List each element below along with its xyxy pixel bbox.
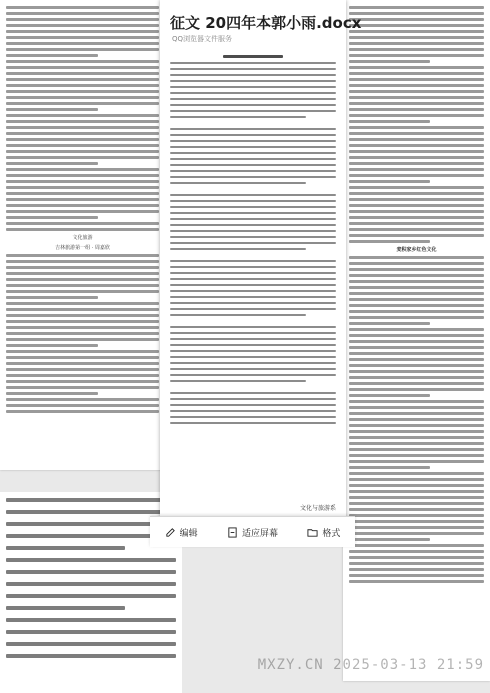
text-line [349,162,484,165]
text-line [170,338,336,340]
text-line [349,132,484,135]
text-line [170,134,336,136]
text-line [6,314,159,317]
text-line [6,630,176,634]
text-line [349,204,484,207]
text-line [6,344,98,347]
text-line [170,170,336,172]
text-line [349,352,484,355]
text-line [6,228,159,231]
text-line [349,490,484,493]
text-line [170,92,336,94]
text-line [6,290,159,293]
text-line [349,520,484,523]
text-line [349,514,484,517]
text-line [349,544,484,547]
text-line [349,36,484,39]
document-signature: 文化与旅游系 [299,505,336,512]
text-line [349,262,484,265]
edit-label: 编辑 [179,528,198,539]
text-line [349,412,484,415]
text-line [6,368,159,371]
text-line [349,550,484,553]
text-line [349,580,484,583]
text-line [170,422,336,424]
text-line [349,84,484,87]
text-line [349,120,430,123]
format-button[interactable] [307,526,340,539]
fit-screen-icon [227,527,238,538]
text-line [349,48,484,51]
text-line [6,66,159,69]
text-line [349,322,430,325]
text-line [349,508,484,511]
text-line [170,236,336,238]
text-line [6,186,159,189]
text-line [349,210,484,213]
text-line [349,466,430,469]
text-line [349,442,484,445]
text-line [6,144,159,147]
right-page [343,0,490,681]
text-line [6,78,159,81]
text-line [6,114,159,117]
text-line [170,242,336,244]
text-line [349,90,484,93]
text-line [170,62,336,64]
text-line [170,350,336,352]
text-line [6,410,159,413]
text-line [170,194,336,196]
format-label: 格式 [322,528,341,539]
text-line [349,358,484,361]
fit-screen-label: 适应屏幕 [241,528,278,539]
text-line [6,510,176,514]
text-line [6,272,159,275]
text-line [6,320,159,323]
text-line [170,110,336,112]
text-line [170,86,336,88]
text-line [349,30,484,33]
text-line [6,374,159,377]
text-line [6,36,159,39]
text-line [170,368,336,370]
text-line [170,290,336,292]
text-line [170,164,336,166]
text-line [6,30,159,33]
text-line [170,284,336,286]
text-line [349,340,484,343]
text-line [170,278,336,280]
text-line [349,388,484,391]
text-line [6,90,159,93]
text-line [6,174,159,177]
edit-icon [165,527,176,538]
text-line [349,274,484,277]
text-line [349,406,484,409]
text-line [6,332,159,335]
bottom-toolbar [150,516,355,547]
text-line [170,410,336,412]
text-line [6,192,159,195]
text-line [6,204,159,207]
text-line [6,386,159,389]
text-line [170,152,336,154]
text-line [349,6,484,9]
text-line [349,222,484,225]
text-line [349,150,484,153]
text-line [349,268,484,271]
edit-button[interactable] [165,526,198,539]
text-line [349,310,484,313]
text-line [6,222,159,225]
text-line [6,642,176,646]
left-page [0,0,165,470]
text-line [170,98,336,100]
text-line [6,356,159,359]
text-line [349,216,484,219]
right-page-text [349,6,484,243]
text-line [170,302,336,304]
text-line [6,12,159,15]
text-line [170,128,336,130]
folder-icon [307,527,318,538]
text-line [170,146,336,148]
text-line [349,496,484,499]
text-line [6,108,98,111]
text-line [349,286,484,289]
text-line [170,200,336,202]
text-line [349,448,484,451]
text-line [170,266,336,268]
text-line [349,478,484,481]
text-line [170,260,336,262]
text-line [170,248,306,250]
text-line [6,72,159,75]
text-line [6,260,159,263]
text-line [170,206,336,208]
text-line [349,376,484,379]
document-preview-card[interactable] [160,0,362,520]
text-line [170,404,336,406]
right-page-text-2 [349,256,484,583]
text-line [170,344,336,346]
text-line [170,218,336,220]
text-line [349,316,484,319]
text-line [6,254,159,257]
left-page-text-2 [6,254,159,413]
text-line [170,356,336,358]
text-line [170,272,336,274]
text-line [6,48,159,51]
text-line [170,380,306,382]
text-line [349,562,484,565]
text-line [6,54,98,57]
text-line [349,114,484,117]
text-line [349,574,484,577]
text-line [6,558,176,562]
text-line [349,430,484,433]
text-line [349,256,484,259]
left-page-text [6,6,159,231]
text-line [170,398,336,400]
watermark: MXZY.CN 2025-03-13 21:59 [257,657,484,673]
text-line [349,240,430,243]
text-line [6,96,159,99]
text-line [6,546,125,550]
text-line [6,326,159,329]
text-line [349,144,484,147]
text-line [170,332,336,334]
fit-screen-button[interactable] [227,526,278,539]
text-line [349,460,484,463]
text-line [349,156,484,159]
text-line [349,526,484,529]
text-line [349,66,484,69]
text-line [349,18,484,21]
text-line [6,498,176,502]
text-line [349,126,484,129]
text-line [170,362,336,364]
text-line [6,210,159,213]
text-line [170,416,336,418]
text-line [170,314,306,316]
text-line [6,84,159,87]
text-line [6,398,159,401]
text-line [6,350,159,353]
text-line [170,80,336,82]
text-line [6,24,159,27]
text-line [349,96,484,99]
text-line [6,198,159,201]
text-line [6,362,159,365]
text-line [6,308,159,311]
text-line [6,138,159,141]
text-line [170,74,336,76]
text-line [6,180,159,183]
text-line [349,328,484,331]
text-line [349,424,484,427]
text-line [6,6,159,9]
text-line [170,104,336,106]
text-line [349,484,484,487]
text-line [170,230,336,232]
text-line [349,168,484,171]
right-page-heading: 麦积家乡红色文化 [396,247,437,253]
text-line [6,60,159,63]
text-line [170,68,336,70]
text-line [349,394,430,397]
text-line [170,308,336,310]
text-line [349,72,484,75]
text-line [170,158,336,160]
text-line [349,54,484,57]
text-line [6,582,176,586]
text-line [349,228,484,231]
text-line [170,392,336,394]
text-line [6,150,159,153]
text-line [349,382,484,385]
text-line [349,78,484,81]
left-page-caption-title: 文化旅游 [72,235,93,241]
text-line [6,338,159,341]
text-line [6,18,159,21]
text-line [6,162,98,165]
text-line [349,370,484,373]
text-line [349,400,484,403]
text-line [6,132,159,135]
text-line [170,116,306,118]
text-line [6,606,125,610]
text-line [6,618,176,622]
text-line [349,42,484,45]
document-subtitle: QQ浏览器文件服务 [172,35,233,43]
text-line [349,24,484,27]
text-line [349,454,484,457]
text-line [349,568,484,571]
text-line [170,212,336,214]
text-line [349,102,484,105]
text-line [170,296,336,298]
text-line [6,278,159,281]
text-line [6,126,159,129]
text-line [6,156,159,159]
text-line [349,180,430,183]
text-line [6,42,159,45]
text-line [170,374,336,376]
text-line [170,224,336,226]
text-line [170,326,336,328]
text-line [349,192,484,195]
text-line [349,12,484,15]
text-line [6,654,176,658]
text-line [349,280,484,283]
text-line [349,532,484,535]
text-line [349,186,484,189]
text-line [349,472,484,475]
text-line [6,302,159,305]
text-line [6,120,159,123]
text-line [349,436,484,439]
left-page-caption-sub: 吉林旅游第一组 · 周嘉欣 [55,245,110,251]
text-line [6,102,159,105]
text-line [349,60,430,63]
text-line [170,140,336,142]
text-line [349,234,484,237]
text-line [170,182,306,184]
text-line [223,55,283,58]
text-line [349,292,484,295]
text-line [6,168,159,171]
text-line [6,594,176,598]
text-line [349,556,484,559]
text-line [6,380,159,383]
text-line [349,304,484,307]
document-title: 征文 20四年本郭小雨.docx [170,14,362,32]
text-line [349,346,484,349]
text-line [6,296,98,299]
text-line [6,392,98,395]
text-line [6,266,159,269]
text-line [6,404,159,407]
text-line [349,198,484,201]
text-line [349,502,484,505]
text-line [349,334,484,337]
text-line [349,418,484,421]
text-line [349,174,484,177]
text-line [349,298,484,301]
text-line [6,570,176,574]
text-line [349,538,430,541]
text-line [349,108,484,111]
text-line [349,138,484,141]
document-body [170,55,336,490]
text-line [170,176,336,178]
text-line [349,364,484,367]
text-line [6,216,98,219]
text-line [6,284,159,287]
